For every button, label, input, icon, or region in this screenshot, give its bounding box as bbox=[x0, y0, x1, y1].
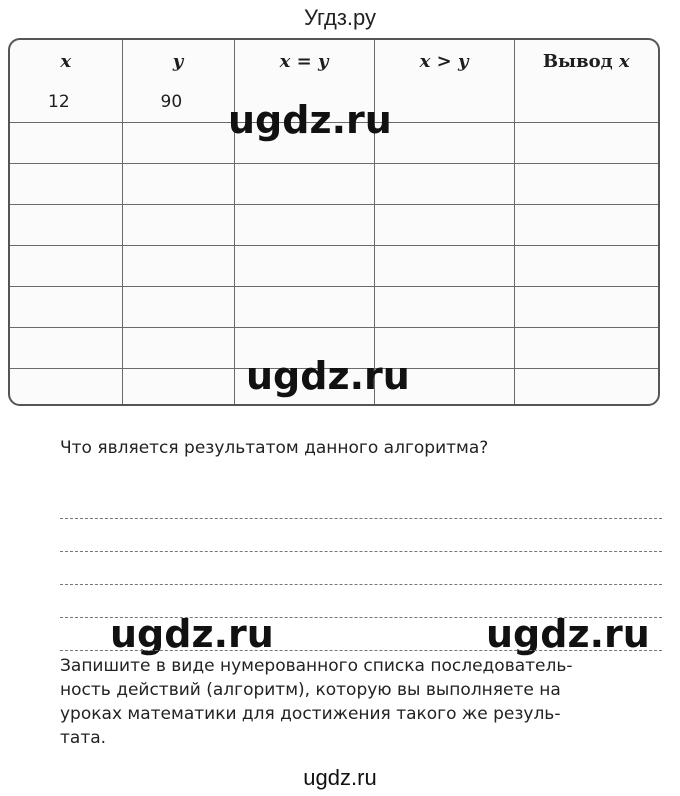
table-cell bbox=[374, 246, 514, 287]
table-cell bbox=[10, 328, 122, 369]
table-cell bbox=[374, 287, 514, 328]
header-y: y bbox=[122, 40, 234, 82]
header-output-label: Вывод bbox=[542, 50, 613, 72]
task-text bbox=[60, 654, 664, 750]
table-cell: 90 bbox=[122, 82, 234, 123]
table-row bbox=[10, 246, 658, 287]
table-cell bbox=[10, 246, 122, 287]
table-row bbox=[10, 205, 658, 246]
table-cell bbox=[374, 82, 514, 123]
table-cell bbox=[122, 123, 234, 164]
watermark: ugdz.ru bbox=[110, 612, 274, 656]
header-x: x bbox=[10, 40, 122, 82]
table-cell bbox=[10, 123, 122, 164]
question-text: Что является результатом данного алгоритма? bbox=[60, 438, 489, 458]
table-cell bbox=[514, 246, 658, 287]
table-cell bbox=[374, 205, 514, 246]
table-header-row bbox=[10, 40, 658, 82]
task-line: тата. bbox=[60, 728, 107, 748]
watermark: ugdz.ru bbox=[486, 612, 650, 656]
table-cell bbox=[10, 369, 122, 407]
table-cell bbox=[514, 123, 658, 164]
table-cell bbox=[10, 287, 122, 328]
table-row bbox=[10, 287, 658, 328]
watermark: ugdz.ru bbox=[228, 98, 392, 142]
table-cell bbox=[122, 369, 234, 407]
table-cell bbox=[10, 205, 122, 246]
site-title: Угдз.ру bbox=[303, 5, 377, 30]
table-cell bbox=[514, 287, 658, 328]
answer-line bbox=[60, 585, 662, 618]
answer-line bbox=[60, 552, 662, 585]
table-cell: 12 bbox=[10, 82, 122, 123]
table-cell bbox=[374, 123, 514, 164]
header-x-equals-y: x = y bbox=[234, 40, 374, 82]
watermark: ugdz.ru bbox=[246, 354, 410, 398]
table-cell bbox=[122, 328, 234, 369]
table-cell bbox=[122, 246, 234, 287]
table-cell bbox=[514, 82, 658, 123]
task-line: уроках математики для достижения такого же резуль- bbox=[60, 704, 561, 724]
task-line: ность действий (алгоритм), которую вы выполняете на bbox=[60, 680, 561, 700]
answer-line bbox=[60, 486, 662, 519]
table-cell bbox=[234, 205, 374, 246]
task-line: Запишите в виде нумерованного списка последователь- bbox=[60, 656, 573, 676]
table-cell bbox=[374, 164, 514, 205]
header-output-var: x bbox=[618, 50, 630, 72]
table-cell bbox=[234, 287, 374, 328]
site-footer: ugdz.ru bbox=[303, 765, 377, 790]
table-cell bbox=[122, 164, 234, 205]
header-x-greater-y: x > y bbox=[374, 40, 514, 82]
table-cell bbox=[514, 164, 658, 205]
table-cell bbox=[234, 246, 374, 287]
answer-lines bbox=[60, 486, 662, 651]
answer-line bbox=[60, 519, 662, 552]
table-cell bbox=[514, 369, 658, 407]
table-cell bbox=[514, 205, 658, 246]
table-cell bbox=[10, 164, 122, 205]
table-cell bbox=[234, 164, 374, 205]
trace-table bbox=[8, 38, 660, 406]
table-cell bbox=[514, 328, 658, 369]
answer-line bbox=[60, 618, 662, 651]
table-cell bbox=[122, 205, 234, 246]
header-output-x bbox=[514, 40, 658, 82]
table-row bbox=[10, 164, 658, 205]
table-cell bbox=[122, 287, 234, 328]
